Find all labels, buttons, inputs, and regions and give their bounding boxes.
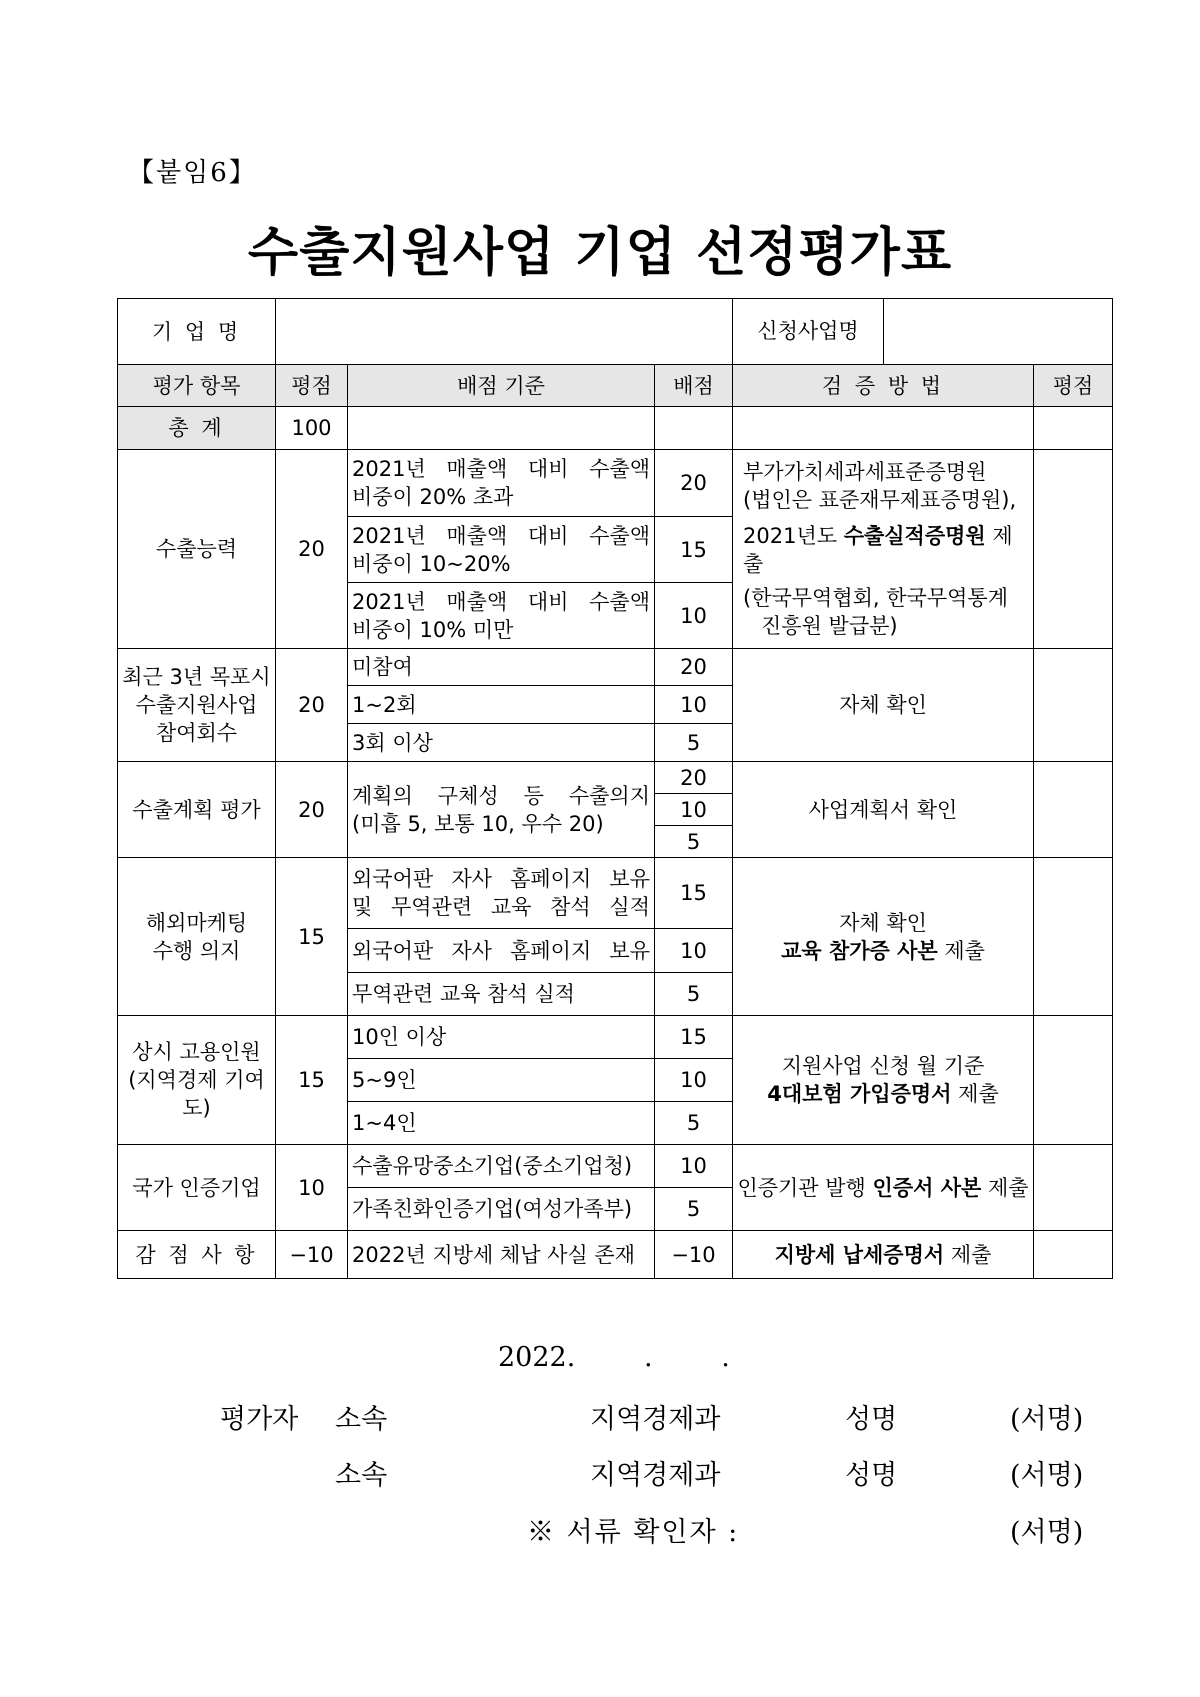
criteria-cell: 2021년 매출액 대비 수출액 비중이 20% 초과 bbox=[348, 450, 655, 517]
criteria-cell: 외국어판 자사 홈페이지 보유 및 무역관련 교육 참석 실적 bbox=[348, 858, 655, 929]
score-cell: 10 bbox=[655, 794, 733, 826]
score-cell: 20 bbox=[655, 450, 733, 517]
criteria-cell: 무역관련 교육 참석 실적 bbox=[348, 973, 655, 1016]
marketing-points: 15 bbox=[276, 858, 348, 1016]
participation-item: 최근 3년 목포시 수출지원사업 참여회수 bbox=[118, 649, 276, 762]
score-cell: 10 bbox=[655, 583, 733, 649]
certification-points: 10 bbox=[276, 1145, 348, 1231]
score-cell: 5 bbox=[655, 1102, 733, 1145]
export-plan-method: 사업계획서 확인 bbox=[733, 762, 1034, 858]
signature-field[interactable]: (서명) bbox=[1010, 1404, 1084, 1435]
export-capacity-points: 20 bbox=[276, 450, 348, 649]
score-cell: 15 bbox=[655, 517, 733, 583]
table-row bbox=[118, 858, 1113, 929]
header-item: 평가 항목 bbox=[118, 365, 276, 407]
evaluator-label: 평가자 bbox=[220, 1404, 299, 1435]
criteria-cell: 1~2회 bbox=[348, 686, 655, 724]
rating-cell[interactable] bbox=[1034, 1145, 1113, 1231]
score-cell: −10 bbox=[655, 1231, 733, 1279]
criteria-cell: 외국어판 자사 홈페이지 보유 bbox=[348, 929, 655, 973]
criteria-cell: 2021년 매출액 대비 수출액 비중이 10% 미만 bbox=[348, 583, 655, 649]
rating-cell[interactable] bbox=[1034, 762, 1113, 858]
total-points: 100 bbox=[276, 407, 348, 450]
header-criteria: 배점 기준 bbox=[348, 365, 655, 407]
score-cell: 15 bbox=[655, 1016, 733, 1059]
total-label: 총 계 bbox=[118, 407, 276, 450]
department: 지역경제과 bbox=[590, 1460, 721, 1491]
info-row bbox=[118, 299, 1113, 365]
affiliation-label: 소속 bbox=[335, 1404, 388, 1435]
employment-points: 15 bbox=[276, 1016, 348, 1145]
employment-method: 지원사업 신청 월 기준 4대보험 가입증명서 제출 bbox=[733, 1016, 1034, 1145]
rating-cell[interactable] bbox=[1034, 649, 1113, 762]
total-rating-cell[interactable] bbox=[1034, 407, 1113, 450]
rating-cell[interactable] bbox=[1034, 1016, 1113, 1145]
export-plan-criteria: 계획의 구체성 등 수출의지 (미흡 5, 보통 10, 우수 20) bbox=[348, 762, 655, 858]
deduction-item: 감 점 사 항 bbox=[118, 1231, 276, 1279]
project-label: 신청사업명 bbox=[733, 299, 884, 364]
criteria-cell: 5~9인 bbox=[348, 1059, 655, 1102]
deduction-points: −10 bbox=[276, 1231, 348, 1279]
name-label: 성명 bbox=[845, 1460, 898, 1491]
score-cell: 5 bbox=[655, 1188, 733, 1231]
criteria-cell: 가족친화인증기업(여성가족부) bbox=[348, 1188, 655, 1231]
affiliation-label: 소속 bbox=[335, 1460, 388, 1491]
criteria-cell: 미참여 bbox=[348, 649, 655, 686]
table-row bbox=[118, 1145, 1113, 1188]
company-value[interactable] bbox=[276, 299, 733, 365]
header-rating: 평점 bbox=[1034, 365, 1113, 407]
rating-cell[interactable] bbox=[1034, 1231, 1113, 1279]
evaluation-table bbox=[117, 298, 1113, 1279]
header-row bbox=[118, 365, 1113, 407]
signature-field[interactable]: (서명) bbox=[1010, 1517, 1084, 1548]
header-points: 평점 bbox=[276, 365, 348, 407]
score-cell: 5 bbox=[655, 724, 733, 762]
criteria-cell: 1~4인 bbox=[348, 1102, 655, 1145]
export-plan-points: 20 bbox=[276, 762, 348, 858]
employment-item: 상시 고용인원 (지역경제 기여도) bbox=[118, 1016, 276, 1145]
criteria-cell: 2021년 매출액 대비 수출액 비중이 10~20% bbox=[348, 517, 655, 583]
project-value[interactable] bbox=[884, 299, 1112, 364]
export-capacity-item: 수출능력 bbox=[118, 450, 276, 649]
checker-label: ※ 서류 확인자 : bbox=[527, 1517, 740, 1548]
criteria-cell: 수출유망중소기업(중소기업청) bbox=[348, 1145, 655, 1188]
header-method: 검 증 방 법 bbox=[733, 365, 1034, 407]
page-title: 수출지원사업 기업 선정평가표 bbox=[247, 223, 953, 283]
table-row bbox=[118, 649, 1113, 686]
date-line: 2022. . . bbox=[498, 1342, 730, 1373]
score-cell: 10 bbox=[655, 1059, 733, 1102]
department: 지역경제과 bbox=[590, 1404, 721, 1435]
certification-item: 국가 인증기업 bbox=[118, 1145, 276, 1231]
attachment-label: 【붙임6】 bbox=[128, 158, 257, 188]
total-row bbox=[118, 407, 1113, 450]
header-score: 배점 bbox=[655, 365, 733, 407]
score-cell: 20 bbox=[655, 649, 733, 686]
score-cell: 5 bbox=[655, 826, 733, 858]
participation-points: 20 bbox=[276, 649, 348, 762]
signature-field[interactable]: (서명) bbox=[1010, 1460, 1084, 1491]
marketing-item: 해외마케팅 수행 의지 bbox=[118, 858, 276, 1016]
export-capacity-method: 부가가치세과세표준증명원 (법인은 표준재무제표증명원), 2021년도 수출실적증명원 제출 (한국무역협회, 한국무역통계 진흥원 발급분) bbox=[733, 450, 1034, 649]
score-cell: 5 bbox=[655, 973, 733, 1016]
rating-cell[interactable] bbox=[1034, 858, 1113, 1016]
certification-method: 인증기관 발행 인증서 사본 제출 bbox=[733, 1145, 1034, 1231]
table-row bbox=[118, 1231, 1113, 1279]
table-row bbox=[118, 1016, 1113, 1059]
score-cell: 10 bbox=[655, 929, 733, 973]
table-row bbox=[118, 450, 1113, 517]
score-cell: 10 bbox=[655, 686, 733, 724]
rating-cell[interactable] bbox=[1034, 450, 1113, 649]
score-cell: 20 bbox=[655, 762, 733, 794]
export-plan-item: 수출계획 평가 bbox=[118, 762, 276, 858]
criteria-cell: 10인 이상 bbox=[348, 1016, 655, 1059]
participation-method: 자체 확인 bbox=[733, 649, 1034, 762]
company-label: 기 업 명 bbox=[118, 299, 276, 365]
score-cell: 15 bbox=[655, 858, 733, 929]
criteria-cell: 2022년 지방세 체납 사실 존재 bbox=[348, 1231, 655, 1279]
criteria-cell: 3회 이상 bbox=[348, 724, 655, 762]
score-cell: 10 bbox=[655, 1145, 733, 1188]
deduction-method: 지방세 납세증명서 제출 bbox=[733, 1231, 1034, 1279]
marketing-method: 자체 확인 교육 참가증 사본 제출 bbox=[733, 858, 1034, 1016]
table-row bbox=[118, 762, 1113, 794]
name-label: 성명 bbox=[845, 1404, 898, 1435]
